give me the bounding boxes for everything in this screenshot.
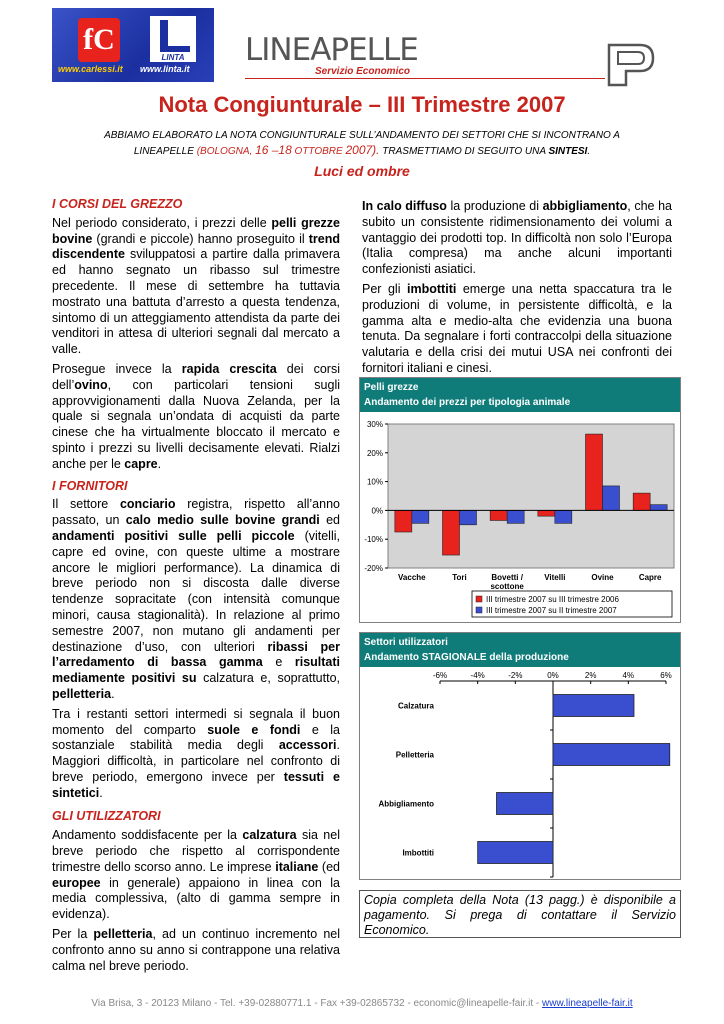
bar (603, 486, 620, 510)
footer-website-link[interactable]: www.lineapelle-fair.it (542, 998, 633, 1009)
x-tick-label: 2% (584, 671, 597, 680)
x-tick-label: Tori (452, 573, 467, 582)
y-tick-label: Pelletteria (395, 750, 434, 760)
chart-pelli-grezze-plot (360, 412, 680, 624)
page-footer (0, 998, 724, 1009)
chart-subtitle: Andamento dei prezzi per tipologia animale (364, 397, 571, 408)
legend-label: III trimestre 2007 su III trimestre 2006 (486, 595, 619, 604)
intro-line-1: ABBIAMO ELABORATO LA NOTA CONGIUNTURALE SULL’ANDAMENTO DEI SETTORI CHE SI INCONTRANO A (104, 130, 620, 141)
legend-label: III trimestre 2007 su II trimestre 2007 (486, 606, 617, 615)
intro-text (90, 128, 634, 159)
page-title: Nota Congiunturale – III Trimestre 2007 (158, 92, 566, 117)
bar (443, 510, 460, 555)
plot-area (388, 424, 674, 568)
chart-settori-utilizzatori (359, 632, 681, 880)
y-tick-label: -10% (364, 535, 383, 545)
brand-name: LINEAPELLE (245, 32, 418, 68)
paragraph: Tra i restanti settori intermedi si segnala il buon momento del comparto suole e fondi e la sostanziale stabilità media degli accessori. Maggiori difficoltà, in particolare nel confronto di breve periodo, emergono invece per tessuti e sintetici. (52, 706, 340, 800)
brand-subtitle: Servizio Economico (315, 66, 411, 77)
paragraph: Per la pelletteria, ad un continuo incremento nel confronto anno su anno si contrappone una relativa calma nel breve periodo. (52, 927, 340, 973)
page-header (0, 0, 724, 92)
x-tick-label: Capre (638, 573, 662, 582)
x-tick-label: scottone (490, 582, 524, 591)
chart-title: Settori utilizzatori (364, 637, 448, 648)
y-tick-label: 20% (366, 448, 383, 458)
bar (497, 793, 554, 815)
paragraph: Per gli imbottiti emerge una netta spaccatura tra le produzioni di volume, in persistente difficoltà, e la gamma alta e medio-alta che evidenzia una buona tenuta. Da segnalare i forti contraccolpi della situazione valutaria e della crisi dei mutui USA nei confronti dei fornitori italiani e cinesi. (362, 281, 673, 375)
y-tick-label: Calzatura (397, 701, 434, 711)
chart-pelli-grezze (359, 377, 681, 623)
x-tick-label: 6% (660, 671, 672, 680)
bar (650, 505, 667, 511)
bar (553, 695, 634, 717)
bar (555, 510, 572, 523)
left-column (52, 197, 340, 978)
section-subtitle: Luci ed ombre (314, 163, 410, 179)
y-tick-label: 0% (371, 506, 383, 516)
x-tick-label: -4% (470, 671, 485, 680)
section-heading-utilizzatori: GLI UTILIZZATORI (52, 809, 161, 824)
x-tick-label: -6% (432, 671, 448, 680)
x-tick-label: 4% (622, 671, 635, 680)
bar (553, 744, 670, 766)
paragraph: Prosegue invece la rapida crescita dei corsi dell’ovino, con particolari tensioni sugli approvvigionamenti dalla Nuova Zelanda, per la quale si segnala un’ondata di acquisti da parte cinese che ha virtualmente bloccato il mercato e spinto i prezzi su livelli decisamente elevati. Rialzi anche per le capre. (52, 361, 340, 471)
chart-header (360, 378, 680, 412)
brand-divider (245, 78, 605, 79)
x-tick-label: 0% (547, 671, 559, 680)
section-heading-fornitori: I FORNITORI (52, 478, 128, 493)
y-tick-label: 30% (366, 420, 383, 429)
y-tick-label: Abbigliamento (378, 799, 434, 809)
x-tick-label: Ovine (591, 573, 614, 582)
y-tick-label: -20% (364, 564, 383, 573)
bar (633, 493, 650, 510)
bar (412, 510, 429, 523)
chart-title: Pelli grezze (364, 382, 419, 393)
paragraph: In calo diffuso la produzione di abbigliamento, che ha subito un consistente ridimensionamento dei volumi a vantaggio dei prodotti top. In difficoltà non solo l’Europa (Italia compresa) ma anche alcuni importanti confezionisti asiatici. (362, 199, 672, 277)
bar (507, 510, 524, 523)
linta-logo-text: LINTA (161, 53, 185, 62)
linta-logo (150, 16, 196, 62)
x-tick-label: Bovetti / (491, 573, 523, 582)
y-tick-label: Imbottiti (402, 848, 434, 858)
legend-swatch (476, 607, 482, 613)
x-tick-label: Vacche (398, 573, 426, 582)
paragraph: Andamento soddisfacente per la calzatura sia nel breve periodo che rispetto al corrispondente trimestre dello scorso anno. Le imprese italiane (ed europee in generale) appaiono in linea con la media complessiva, (alto di gamma sempre in evidenza). (52, 828, 340, 922)
linta-url[interactable]: www.linta.it (140, 64, 190, 74)
bar (478, 842, 553, 864)
lineapelle-logo-icon (606, 42, 656, 88)
bar (586, 434, 603, 510)
sponsor-logo[interactable] (52, 8, 214, 82)
fc-logo: fC (78, 18, 120, 62)
bar (460, 510, 477, 524)
intro-line-2: LINEAPELLE (BOLOGNA, 16 –18 OTTOBRE 2007). TRASMETTIAMO DI SEGUITO UNA SINTESI. (133, 143, 591, 157)
carlessi-url[interactable]: www.carlessi.it (58, 64, 123, 74)
info-note: Copia completa della Nota (13 pagg.) è disponibile a pagamento. Si prega di contattare il Servizio Economico. (359, 890, 681, 938)
bar (538, 510, 555, 516)
bar (490, 510, 507, 520)
y-tick-label: 10% (366, 477, 383, 487)
legend-swatch (476, 596, 482, 602)
right-column (362, 199, 672, 381)
paragraph: Nel periodo considerato, i prezzi delle pelli grezze bovine (grandi e piccole) hanno proseguito il trend discendente sviluppatosi a partire dalla primavera ed hanno segnato un ribasso sul trimestre precedente. Il mese di settembre ha tuttavia mostrato una battuta d’arresto a questa tendenza, sintomo di un atteggiamento attendista da parte dei venditori in attesa di ulteriori segnali dal mercato a valle. (52, 215, 340, 357)
paragraph: Il settore conciario registra, rispetto all’anno passato, un calo medio sulle bovine grandi ed andamenti positivi sulle pelli piccole (vitelli, capre ed ovine, con queste ultime a mostrare ancore le migliori performance). La dinamica di breve periodo non si discosta dalle diverse tendenze sopracitate (con intensità comunque minori, causa stagionalità). In relazione al primo semestre 2007, non mutano gli andamenti per destinazione d’uso, con ulteriori ribassi per l’arredamento di bassa gamma e risultati mediamente positivi su calzatura e, soprattutto, pelletteria. (52, 497, 341, 701)
chart-settori-plot (360, 667, 680, 881)
bar (395, 510, 412, 532)
chart-subtitle: Andamento STAGIONALE della produzione (364, 652, 569, 663)
footer-contact: Via Brisa, 3 - 20123 Milano - Tel. +39-02880771.1 - Fax +39-02865732 - economic@lineapelle-fair.it - (91, 998, 542, 1009)
section-heading-corsi-grezzo: I CORSI DEL GREZZO (52, 197, 183, 211)
chart-header (360, 633, 680, 667)
x-tick-label: -2% (508, 671, 523, 680)
x-tick-label: Vitelli (544, 573, 566, 582)
